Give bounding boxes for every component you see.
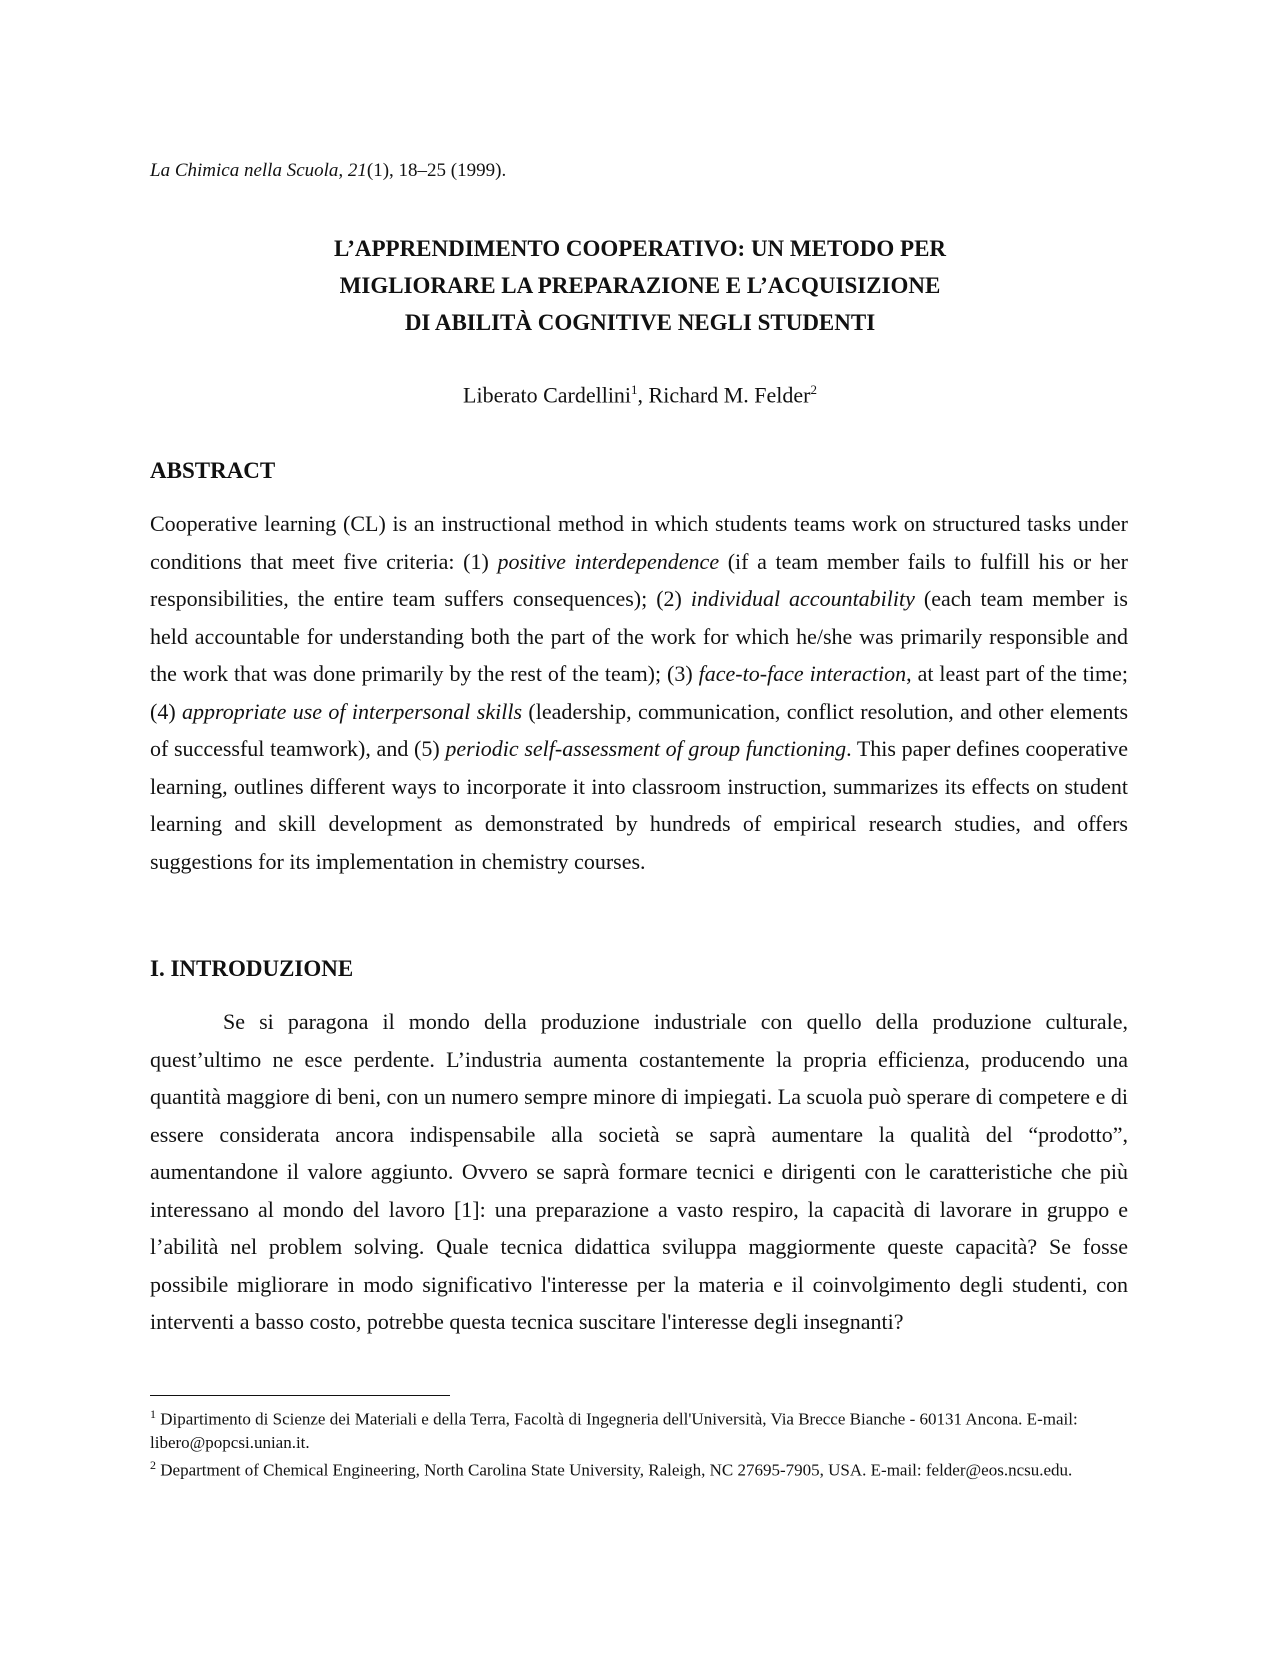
abstract-emphasis-1: positive interdependence	[497, 548, 720, 574]
abstract-text-5: (leadership, communication, conflict resolution, and other elements of successful teamwork), and (5)	[150, 698, 1129, 761]
title-line-1: L’APPRENDIMENTO COOPERATIVO: UN METODO PER	[333, 236, 947, 261]
abstract-paragraph	[150, 505, 1128, 880]
citation	[150, 160, 506, 182]
abstract-text-2: (if a team member fails to fulfill his or her responsibilities, the entire team suffers consequences); (2)	[150, 548, 1128, 611]
title-line-3: DI ABILITÀ COGNITIVE NEGLI STUDENTI	[404, 310, 876, 335]
section-heading-introduction: I. INTRODUZIONE	[150, 956, 354, 981]
author-separator: ,	[637, 382, 649, 408]
footnote-mark-2: 2	[150, 1457, 156, 1472]
citation-volume: 21	[347, 160, 367, 181]
author-affiliation-mark-1: 1	[631, 382, 638, 397]
abstract-emphasis-3: face-to-face interaction	[698, 661, 907, 686]
abstract-text-1: Cooperative learning (CL) is an instructional method in which students teams work on structured tasks under conditions that meet five criteria: (1)	[150, 511, 1128, 574]
title-line-2: MIGLIORARE LA PREPARAZIONE E L’ACQUISIZIONE	[339, 273, 941, 298]
abstract-heading: ABSTRACT	[150, 458, 276, 483]
author-name-1: Liberato Cardellini	[463, 382, 632, 408]
citation-details: (1), 18–25 (1999).	[366, 160, 507, 181]
author-list	[150, 382, 1130, 408]
abstract-text-3: (each team member is held accountable for understanding both the part of the work for which he/she was primarily responsible and the work that was done primarily by the rest of the team); (3)	[150, 586, 1128, 686]
footnote-2	[150, 1454, 1110, 1482]
citation-journal: La Chimica nella Scuola,	[150, 160, 344, 181]
introduction-paragraph: Se si paragona il mondo della produzione industriale con quello della produzione culturale, quest’ultimo ne esce perdente. L’industria aumenta costantemente la propria efficienza, producendo una quantità maggiore di beni, con un numero sempre minore di impiegati. La scuola può sperare di competere e di essere considerata ancora indispensabile alla società se saprà aumentare la qualità del “prodotto”, aumentandone il valore aggiunto. Ovvero se saprà formare tecnici e dirigenti con le caratteristiche che più interessano al mondo del lavoro [1]: una preparazione a vasto respiro, la capacità di lavorare in gruppo e l’abilità nel problem solving. Quale tecnica didattica sviluppa maggiormente queste capacità? Se fosse possibile migliorare in modo significativo l'interesse per la materia e il coinvolgimento degli studenti, con interventi a basso costo, potrebbe questa tecnica suscitare l'interesse degli insegnanti?	[150, 1009, 1128, 1334]
abstract-text-6: . This paper defines cooperative learning, outlines different ways to incorporate it into classroom instruction, summarizes its effects on student learning and skill development as demonstrated by hundreds of empirical research studies, and offers suggestions for its implementation in chemistry courses.	[150, 736, 1128, 874]
abstract-emphasis-2: individual accountability	[690, 586, 915, 611]
abstract-emphasis-4: appropriate use of interpersonal skills	[182, 698, 523, 724]
footnote-text-2: Department of Chemical Engineering, North Carolina State University, Raleigh, NC 27695-7905, USA. E-mail: felder@eos.ncsu.edu.	[156, 1460, 1073, 1480]
abstract-emphasis-5: periodic self-assessment of group functioning	[445, 736, 847, 761]
paper-title	[150, 230, 1130, 341]
footnotes	[150, 1403, 1110, 1481]
footnote-1	[150, 1403, 1110, 1454]
footnote-mark-1: 1	[150, 1407, 156, 1421]
abstract-text-4: , at least part of the time; (4)	[150, 661, 1128, 724]
author-affiliation-mark-2: 2	[810, 382, 817, 397]
footnote-separator	[150, 1395, 450, 1396]
footnote-text-1: Dipartimento di Scienze dei Materiali e della Terra, Facoltà di Ingegneria dell'Università, Via Brecce Bianche - 60131 Ancona. E-mail: libero@popcsi.unian.it.	[150, 1409, 1078, 1452]
author-name-2: Richard M. Felder	[648, 382, 811, 408]
